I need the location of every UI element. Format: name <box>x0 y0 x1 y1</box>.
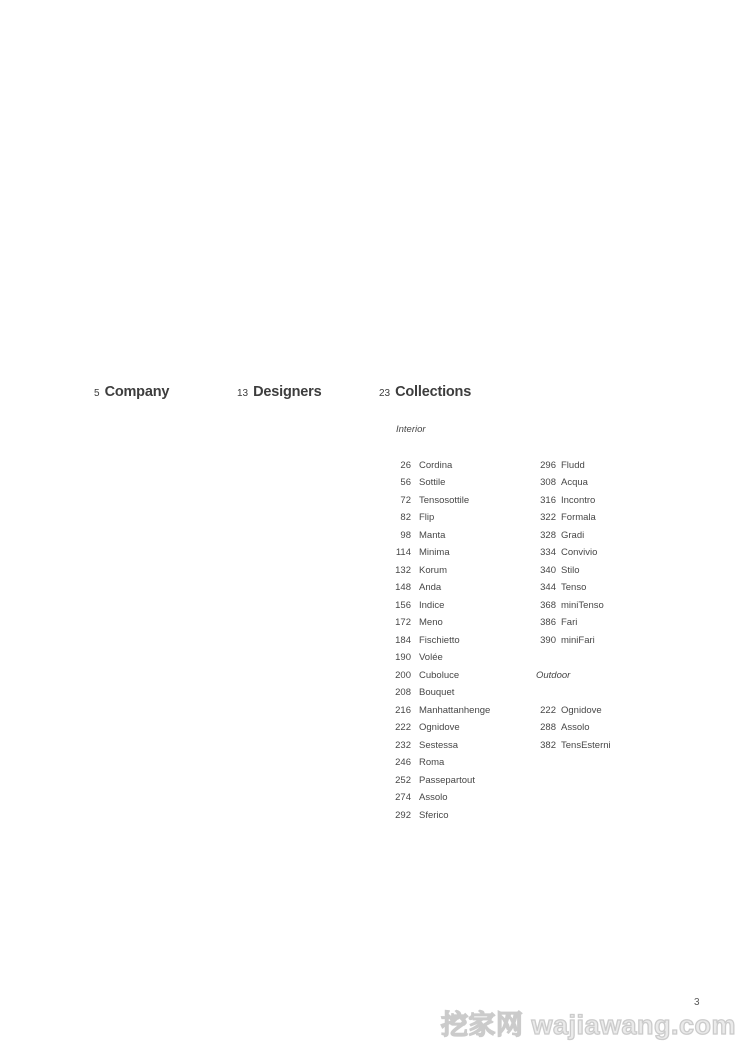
toc-row <box>536 544 706 562</box>
toc-row-product-name: Bouquet <box>419 687 455 698</box>
toc-row-product-name: Korum <box>419 564 447 576</box>
toc-row-page-number: 222 <box>540 704 556 716</box>
group-label-interior: Interior <box>396 424 426 435</box>
toc-row-page-number: 26 <box>400 459 411 471</box>
section-heading-company <box>94 384 169 400</box>
toc-row-page-number: 216 <box>395 704 411 716</box>
toc-row-product-name: Roma <box>419 757 445 768</box>
toc-row-page-number: 344 <box>540 582 556 593</box>
toc-row-product-name: miniFari <box>561 634 595 646</box>
toc-row-page-number: 288 <box>540 722 556 733</box>
toc-row-product-name: Formala <box>561 512 596 523</box>
toc-row-page-number: 274 <box>395 792 411 803</box>
toc-row-page-number: 292 <box>395 809 411 821</box>
outdoor-list <box>536 702 706 755</box>
toc-row-product-name: Ognidove <box>561 704 602 716</box>
section-title: Collections <box>395 384 472 400</box>
toc-row-product-name: Manta <box>419 529 446 541</box>
toc-row-page-number: 184 <box>395 634 411 646</box>
toc-row-page-number: 156 <box>395 599 411 611</box>
toc-row-product-name: Minima <box>419 547 450 558</box>
toc-row-product-name: Stilo <box>561 564 580 576</box>
toc-row-page-number: 328 <box>540 529 556 541</box>
toc-row-product-name: Meno <box>419 617 443 628</box>
section-title: Company <box>104 384 170 400</box>
toc-row-product-name: Assolo <box>561 722 590 733</box>
toc-row-page-number: 296 <box>540 459 556 471</box>
section-page-number: 5 <box>94 388 100 399</box>
toc-row-page-number: 56 <box>400 477 411 488</box>
toc-row-page-number: 190 <box>395 652 411 663</box>
toc-row <box>395 754 565 772</box>
toc-row-page-number: 82 <box>400 512 411 523</box>
toc-row-page-number: 114 <box>395 547 411 558</box>
toc-row-product-name: Flip <box>419 512 435 523</box>
toc-row-product-name: Indice <box>419 599 445 611</box>
toc-row-product-name: Sestessa <box>419 739 459 751</box>
interior-list-part2 <box>536 457 706 650</box>
toc-row-page-number: 72 <box>400 494 411 506</box>
toc-row-product-name: Sottile <box>419 477 446 488</box>
toc-row-product-name: Tenso <box>561 582 587 593</box>
toc-row-page-number: 316 <box>540 494 556 506</box>
section-page-number: 23 <box>379 388 391 399</box>
toc-row-page-number: 390 <box>540 634 556 646</box>
toc-row <box>536 614 706 632</box>
toc-row-page-number: 368 <box>540 599 556 611</box>
toc-row-product-name: Incontro <box>561 494 596 506</box>
toc-row-product-name: Cordina <box>419 459 453 471</box>
section-heading-designers <box>237 384 321 400</box>
toc-row <box>536 562 706 580</box>
toc-row-product-name: Assolo <box>419 792 448 803</box>
toc-row <box>536 457 706 475</box>
toc-row <box>536 527 706 545</box>
spacer <box>536 649 706 667</box>
toc-row-product-name: Manhattanhenge <box>419 704 491 716</box>
toc-row-page-number: 148 <box>395 582 411 593</box>
toc-row <box>536 737 706 755</box>
toc-row <box>536 632 706 650</box>
toc-row <box>395 772 565 790</box>
page-number: 3 <box>694 997 700 1008</box>
toc-row-product-name: Anda <box>419 582 442 593</box>
toc-row-product-name: Ognidove <box>419 722 460 733</box>
toc-row-product-name: Passepartout <box>419 774 475 786</box>
toc-row <box>536 597 706 615</box>
toc-row-product-name: TensEsterni <box>561 739 611 751</box>
toc-row-product-name: Fischietto <box>419 634 460 646</box>
toc-row-page-number: 308 <box>540 477 556 488</box>
toc-row-product-name: Cuboluce <box>419 669 460 681</box>
toc-row-page-number: 322 <box>540 512 556 523</box>
toc-row-page-number: 386 <box>540 617 556 628</box>
toc-row-page-number: 172 <box>395 617 411 628</box>
toc-row-product-name: Tensosottile <box>419 494 470 506</box>
toc-row-page-number: 340 <box>540 564 556 576</box>
collections-column-right <box>536 457 706 755</box>
section-heading-collections <box>379 384 471 400</box>
toc-row-product-name: Volée <box>419 652 443 663</box>
section-page-number: 13 <box>237 388 249 399</box>
toc-row <box>536 492 706 510</box>
toc-row <box>536 579 706 597</box>
toc-row <box>536 702 706 720</box>
toc-row-product-name: miniTenso <box>561 599 604 611</box>
toc-row-page-number: 334 <box>540 547 556 558</box>
toc-row <box>395 807 565 825</box>
toc-row-page-number: 98 <box>400 529 411 541</box>
toc-row-product-name: Fari <box>561 617 578 628</box>
toc-row-page-number: 382 <box>540 739 556 751</box>
toc-row-page-number: 200 <box>395 669 411 681</box>
group-label-outdoor: Outdoor <box>536 669 571 681</box>
section-title: Designers <box>253 384 322 400</box>
toc-row-product-name: Fludd <box>561 459 585 471</box>
toc-row-page-number: 232 <box>395 739 411 751</box>
spacer <box>536 684 706 702</box>
toc-row-page-number: 246 <box>395 757 411 768</box>
toc-row <box>536 474 706 492</box>
toc-row-product-name: Gradi <box>561 529 585 541</box>
toc-row <box>536 509 706 527</box>
toc-row <box>536 719 706 737</box>
watermark: 挖家网 wajiawang.com <box>440 1010 736 1040</box>
toc-row-product-name: Convivio <box>561 547 598 558</box>
toc-row-page-number: 132 <box>395 564 411 576</box>
toc-row-product-name: Acqua <box>561 477 588 488</box>
toc-row-page-number: 208 <box>395 687 411 698</box>
toc-row-product-name: Sferico <box>419 809 449 821</box>
toc-row <box>395 789 565 807</box>
toc-row-page-number: 222 <box>395 722 411 733</box>
toc-row-page-number: 252 <box>395 774 411 786</box>
